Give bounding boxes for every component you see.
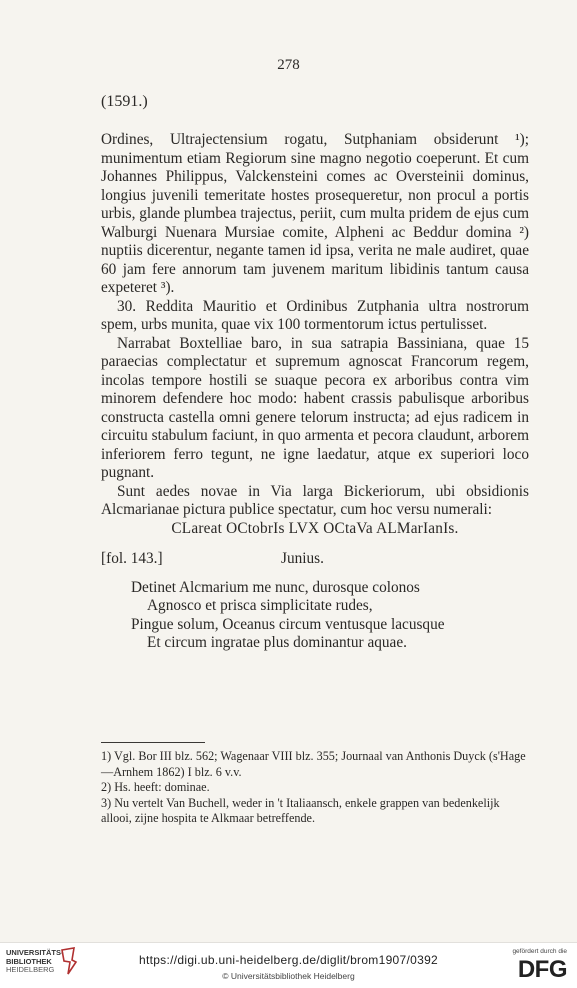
footnotes (101, 749, 529, 827)
poem-line: Et circum ingratae plus dominantur aquae. (147, 634, 407, 651)
footnote: 3) Nu vertelt Van Buchell, weder in 't Italiaansch, enkele grappen van bedenkelijk allooi, zijne hospita te Alkmaar betreffende. (101, 795, 500, 825)
chronogram-inscription: CLareat OCtobrIs LVX OCtaVa ALMarIanIs. (171, 519, 459, 537)
year-heading: (1591.) (101, 93, 148, 110)
folio-line (101, 550, 529, 569)
page-number: 278 (277, 57, 300, 73)
footnote-rule (101, 742, 205, 743)
main-text (101, 131, 529, 653)
paragraph: 30. Reddita Mauritio et Ordinibus Zutphania ultra nostrorum spem, urbs munita, quae vix 100 tormentorum ictus pertulisset. (101, 297, 529, 333)
library-line: BIBLIOTHEK (6, 956, 52, 966)
month-heading: Junius. (281, 550, 324, 567)
poem-line: Detinet Alcmarium me nunc, durosque colonos (131, 578, 420, 596)
paragraph: Narrabat Boxtelliae baro, in sua satrapia Bassiniana, quae 15 paraecias complectatur et supremum agnoscat Francorum regem, incolas tempore hostili se suaque pecora ex arboribus contra vim minorem defendere hoc modo: habent crassis pabulisque arboribus constructa castella omni genere telorum instructa; ad ejus radicem in circuitu stabulum faciunt, in quo armenta et pecora claudunt, arborem inferiorem ferro tegunt, ne igne laedatur, atque ex superiori loco pugnant. (101, 334, 529, 481)
library-line: HEIDELBERG (6, 965, 55, 974)
funder-note: gefördert durch die (512, 948, 567, 955)
copyright-notice: © Universitätsbibliothek Heidelberg (222, 971, 355, 981)
dfg-logo: DFG (517, 956, 567, 983)
permalink-url[interactable]: https://digi.ub.uni-heidelberg.de/diglit/brom1907/0392 (138, 953, 439, 967)
poem (101, 579, 529, 653)
paragraph: Ordines, Ultrajectensium rogatu, Sutphaniam obsiderunt ¹); munimentum etiam Regiorum sine magno negotio coeperunt. Et cum Johannes Philippus, Valckensteini comes ac Oversteinii dominus, longius juvenili temeritate hostes prosequeretur, non procul a portis urbis, glande plumbea trajectus, periit, cum multa pridem de ejus cum Walburgi Nuenara Mursiae comite, Alpheni ac Beddur domina ²) nuptiis dicerentur, negante tamen id ipsa, verita ne male audiret, quae 60 jam fere annorum tam juvenem maritum libidinis tantum causa expeteret ³). (101, 131, 529, 296)
paragraph: Sunt aedes novae in Via larga Bickeriorum, ubi obsidionis Alcmarianae pictura publice spectatur, cum hoc versu numerali: (101, 482, 529, 518)
footnote: 1) Vgl. Bor III blz. 562; Wagenaar VIII blz. 355; Journaal van Anthonis Duyck (s'Hage—Arnhem 1862) I blz. 6 v.v. (101, 749, 526, 779)
footnote: 2) Hs. heeft: dominae. (101, 780, 210, 794)
poem-line: Pingue solum, Oceanus circum ventusque lacusque (131, 615, 445, 633)
library-line: UNIVERSITÄTS- (6, 948, 64, 957)
folio-marker: [fol. 143.] (101, 550, 163, 567)
poem-line: Agnosco et prisca simplicitate rudes, (147, 597, 373, 614)
